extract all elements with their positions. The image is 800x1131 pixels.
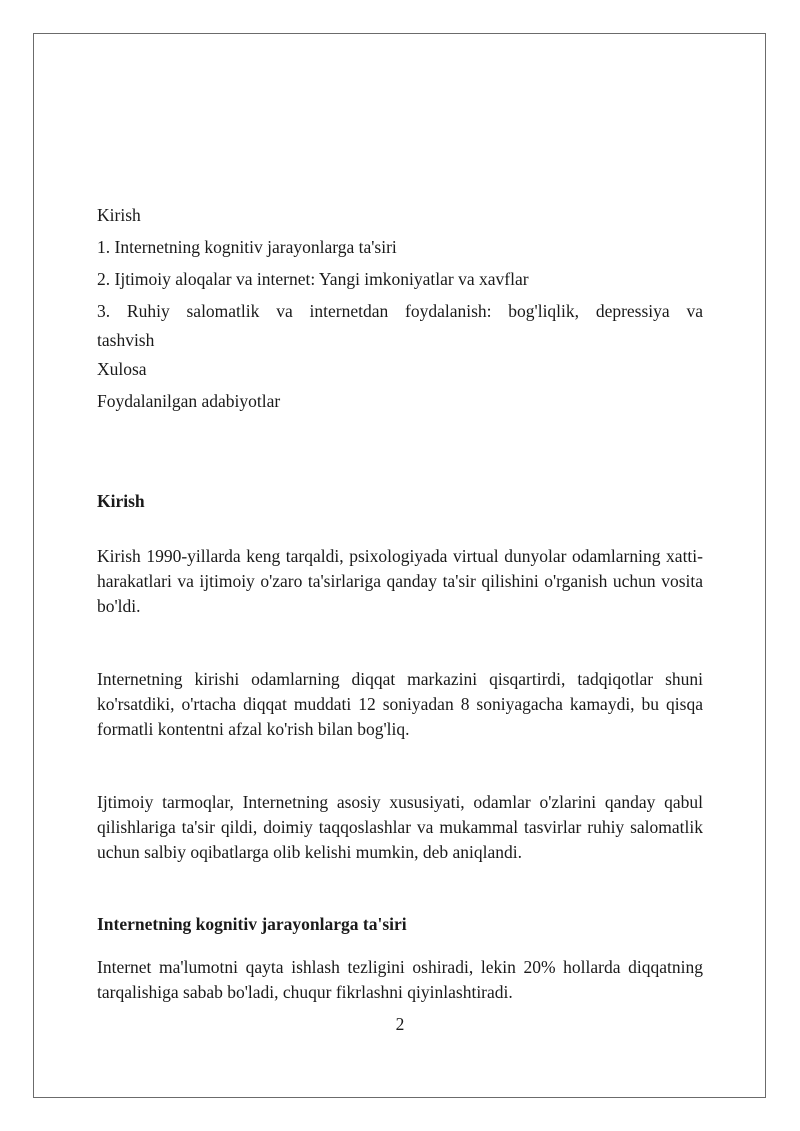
toc-item: 1. Internetning kognitiv jarayonlarga ta'siri (97, 237, 397, 257)
table-of-contents (97, 199, 703, 417)
paragraph: Internet ma'lumotni qayta ishlash tezligini oshiradi, lekin 20% hollarda diqqatning tarqalishiga sabab bo'ladi, chuqur fikrlashni qiyinlashtiradi. (97, 957, 703, 1002)
paragraph: Internetning kirishi odamlarning diqqat markazini qisqartirdi, tadqiqotlar shuni ko'rsatdiki, o'rtacha diqqat muddati 12 soniyadan 8 soniyagacha kamaydi, bu qisqa formatli kontentni afzal ko'rish bilan bog'liq. (97, 669, 703, 739)
toc-item-continuation: tashvish (97, 330, 155, 350)
toc-item: Kirish (97, 205, 141, 225)
section-heading-intro: Kirish (97, 491, 145, 511)
toc-item: 3. Ruhiy salomatlik va internetdan foydalanish: bog'liqlik, depressiya va (97, 301, 703, 321)
toc-item: Xulosa (97, 359, 147, 379)
toc-item: 2. Ijtimoiy aloqalar va internet: Yangi imkoniyatlar va xavflar (97, 269, 529, 289)
paragraph: Ijtimoiy tarmoqlar, Internetning asosiy xususiyati, odamlar o'zlarini qanday qabul qilishlariga ta'sir qildi, doimiy taqqoslashlar va mukammal tasvirlar ruhiy salomatlik uchun salbiy oqibatlarga olib kelishi mumkin, deb aniqlandi. (97, 792, 703, 862)
toc-item: Foydalanilgan adabiyotlar (97, 391, 281, 411)
section-heading-cognitive: Internetning kognitiv jarayonlarga ta'siri (97, 914, 407, 934)
page-number: 2 (395, 1014, 405, 1034)
paragraph: Kirish 1990-yillarda keng tarqaldi, psixologiyada virtual dunyolar odamlarning xatti-harakatlari va ijtimoiy o'zaro ta'sirlariga qanday ta'sir qilishini o'rganish uchun vosita bo'ldi. (97, 546, 703, 616)
